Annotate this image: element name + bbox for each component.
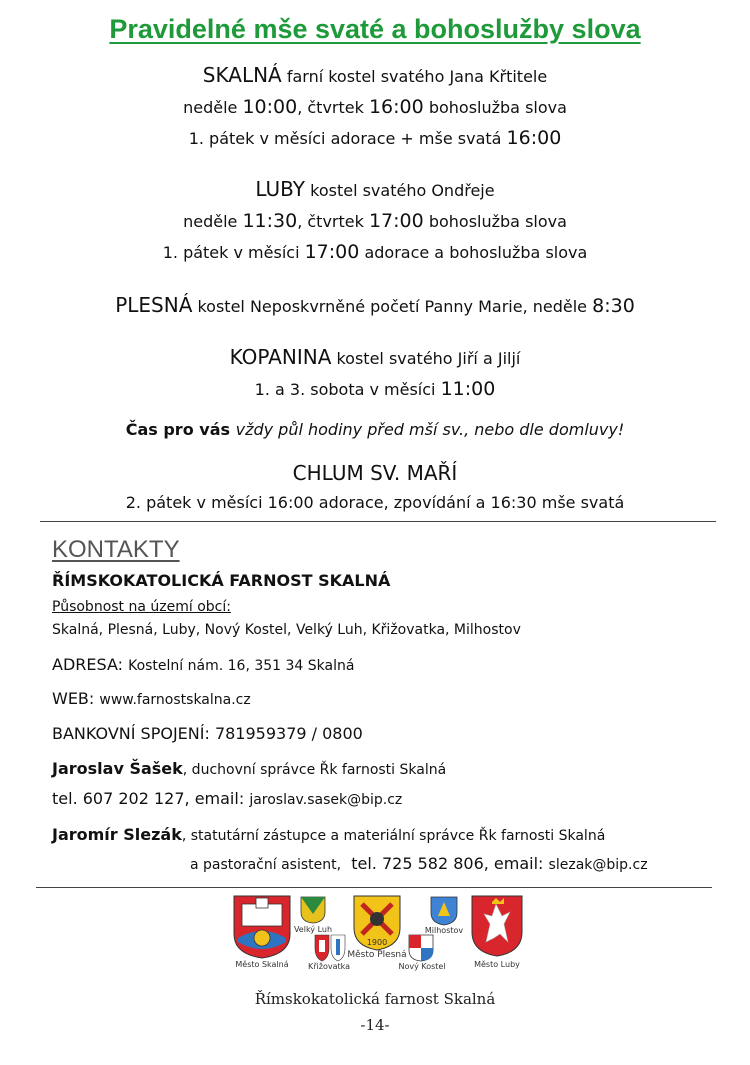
scope-label: Působnost na území obcí: (52, 599, 231, 615)
skalna-crest-icon (232, 894, 292, 960)
church-name: farní kostel svatého Jana Křtitele (286, 67, 548, 86)
web-link[interactable]: www.farnostskalna.cz (99, 692, 251, 708)
contact-sasek: Jaroslav Šašek, duchovní správce Řk farnosti Skalná (52, 759, 447, 778)
krizovatka-crest-icon (314, 934, 346, 962)
velky-luh-crest-icon (300, 896, 326, 924)
crest-caption: Město Skalná (235, 960, 289, 969)
plesna-crest-icon (352, 894, 402, 952)
crest-caption: Město Luby (474, 960, 520, 969)
confession-note: Čas pro vás vždy půl hodiny před mší sv., nebo dle domluvy! (125, 420, 625, 439)
luby-crest-icon (470, 894, 524, 958)
crest-caption: Milhostov (424, 926, 464, 935)
place-name: SKALNÁ (202, 63, 282, 87)
email-link[interactable]: jaroslav.sasek@bip.cz (249, 792, 403, 808)
bank-row: BANKOVNÍ SPOJENÍ: 781959379 / 0800 (52, 724, 363, 743)
contacts-heading: KONTAKTY (52, 536, 180, 563)
mass-kopanina: KOPANINA kostel svatého Jiří a Jiljí 1. a 3. sobota v měsíci 11:00 (229, 345, 521, 400)
milhostov-crest-icon (430, 896, 458, 926)
place-name: LUBY (255, 177, 306, 201)
web-row: WEB: www.farnostskalna.cz (52, 689, 251, 708)
crest-caption: Město Plesná (347, 950, 407, 960)
crest-year: 1900 (366, 938, 388, 947)
footer-org: Římskokatolická farnost Skalná (254, 990, 496, 1008)
mass-plesna: PLESNÁ kostel Neposkvrněné početí Panny Marie, neděle 8:30 (115, 293, 635, 317)
page-title: Pravidelné mše svaté a bohoslužby slova (109, 14, 641, 44)
scope-list: Skalná, Plesná, Luby, Nový Kostel, Velký Luh, Křižovatka, Milhostov (52, 622, 521, 638)
email-link[interactable]: slezak@bip.cz (548, 857, 648, 873)
mass-skalna: SKALNÁ farní kostel svatého Jana Křtitele neděle 10:00, čtvrtek 16:00 bohoslužba slova 1. pátek v měsíci adorace + mše svatá 16:00 (183, 63, 567, 149)
divider (36, 887, 712, 888)
page-number: -14- (360, 1016, 390, 1034)
crest-caption: Nový Kostel (398, 962, 446, 971)
divider (40, 521, 716, 522)
contact-slezak: Jaromír Slezák, statutární zástupce a materiální správce Řk farnosti Skalná (52, 825, 606, 844)
address-row: ADRESA: Kostelní nám. 16, 351 34 Skalná (52, 655, 355, 674)
novy-kostel-crest-icon (408, 934, 434, 962)
mass-luby: LUBY kostel svatého Ondřeje neděle 11:30, čtvrtek 17:00 bohoslužba slova 1. pátek v měsíci 17:00 adorace a bohoslužba slova (162, 177, 588, 263)
contact-sasek-tel: tel. 607 202 127, email: jaroslav.sasek@bip.cz (52, 789, 403, 808)
crest-caption: Velký Luh (293, 925, 333, 934)
mass-chlum: CHLUM SV. MAŘÍ 2. pátek v měsíci 16:00 adorace, zpovídání a 16:30 mše svatá (125, 461, 625, 512)
parish-name: ŘÍMSKOKATOLICKÁ FARNOST SKALNÁ (52, 571, 391, 590)
church-name: kostel svatého Ondřeje (310, 181, 495, 200)
crest-caption: Křižovatka (307, 962, 351, 971)
contact-slezak-tel: a pastorační asistent, tel. 725 582 806, email: slezak@bip.cz (190, 854, 648, 873)
